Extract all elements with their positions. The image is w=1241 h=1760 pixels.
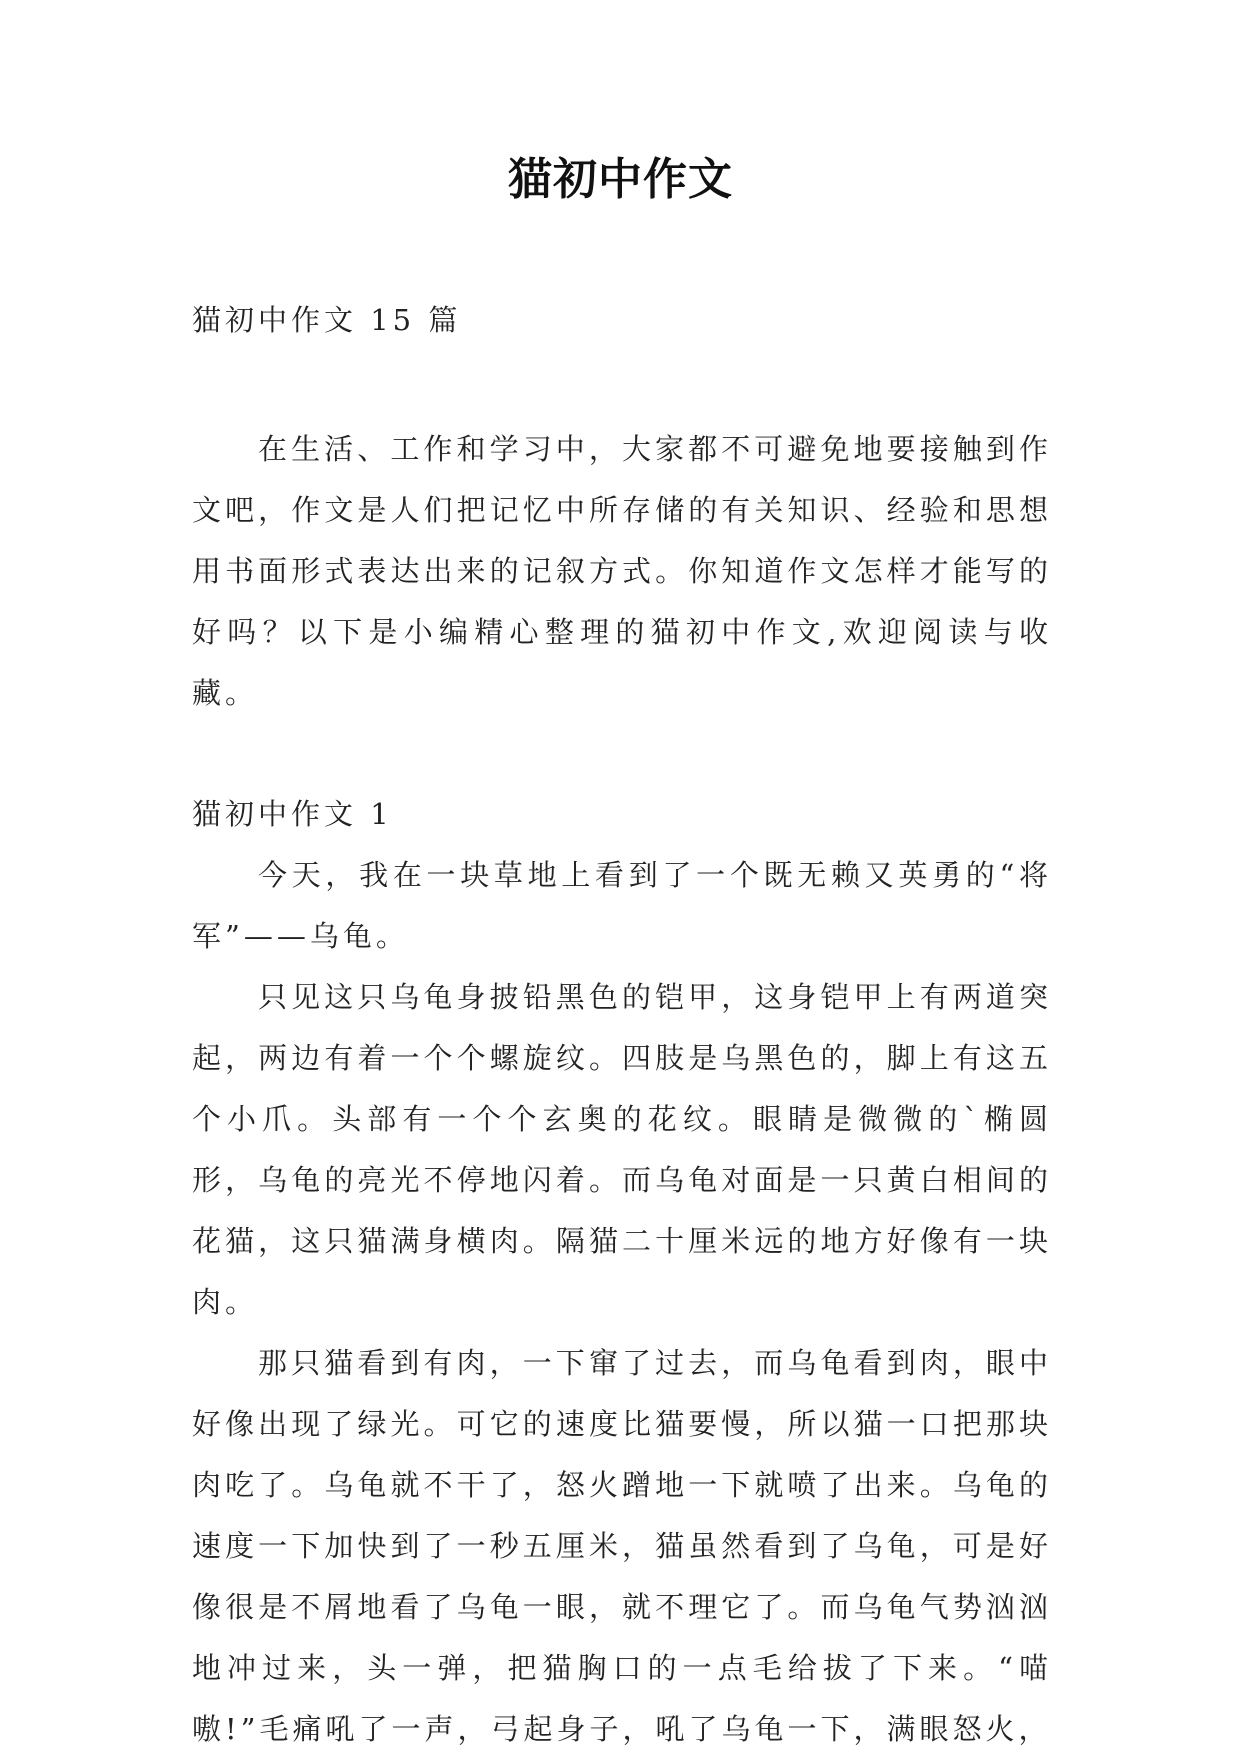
document-body <box>192 290 1052 1760</box>
essay-paragraph: 只见这只乌龟身披铅黑色的铠甲，这身铠甲上有两道突起，两边有着一个个螺旋纹。四肢是乌黑色的，脚上有这五个小爪。头部有一个个玄奥的花纹。眼睛是微微的`椭圆形，乌龟的亮光不停地闪着。而乌龟对面是一只黄白相间的花猫，这只猫满身横肉。隔猫二十厘米远的地方好像有一块肉。 <box>192 980 1052 1319</box>
document-subtitle: 猫初中作文 15 篇 <box>192 303 462 337</box>
document-title: 猫初中作文 <box>508 154 733 205</box>
intro-paragraph: 在生活、工作和学习中，大家都不可避免地要接触到作文吧，作文是人们把记忆中所存储的有关知识、经验和思想用书面形式表达出来的记叙方式。你知道作文怎样才能写的好吗？以下是小编精心整理的猫初中作文,欢迎阅读与收藏。 <box>192 432 1052 710</box>
essay-paragraph: 今天，我在一块草地上看到了一个既无赖又英勇的“将军”——乌龟。 <box>192 858 1052 953</box>
essay-heading: 猫初中作文 1 <box>192 797 393 831</box>
essay-paragraph: 那只猫看到有肉，一下窜了过去，而乌龟看到肉，眼中好像出现了绿光。可它的速度比猫要慢，所以猫一口把那块肉吃了。乌龟就不干了，怒火蹭地一下就喷了出来。乌龟的速度一下加快到了一秒五厘米，猫虽然看到了乌龟，可是好像很是不屑地看了乌龟一眼，就不理它了。而乌龟气势汹汹地冲过来，头一弹，把猫胸口的一点毛给拔了下来。“喵嗷!”毛痛吼了一声，弓起身子，吼了乌龟一下，满眼怒火， <box>192 1346 1052 1746</box>
